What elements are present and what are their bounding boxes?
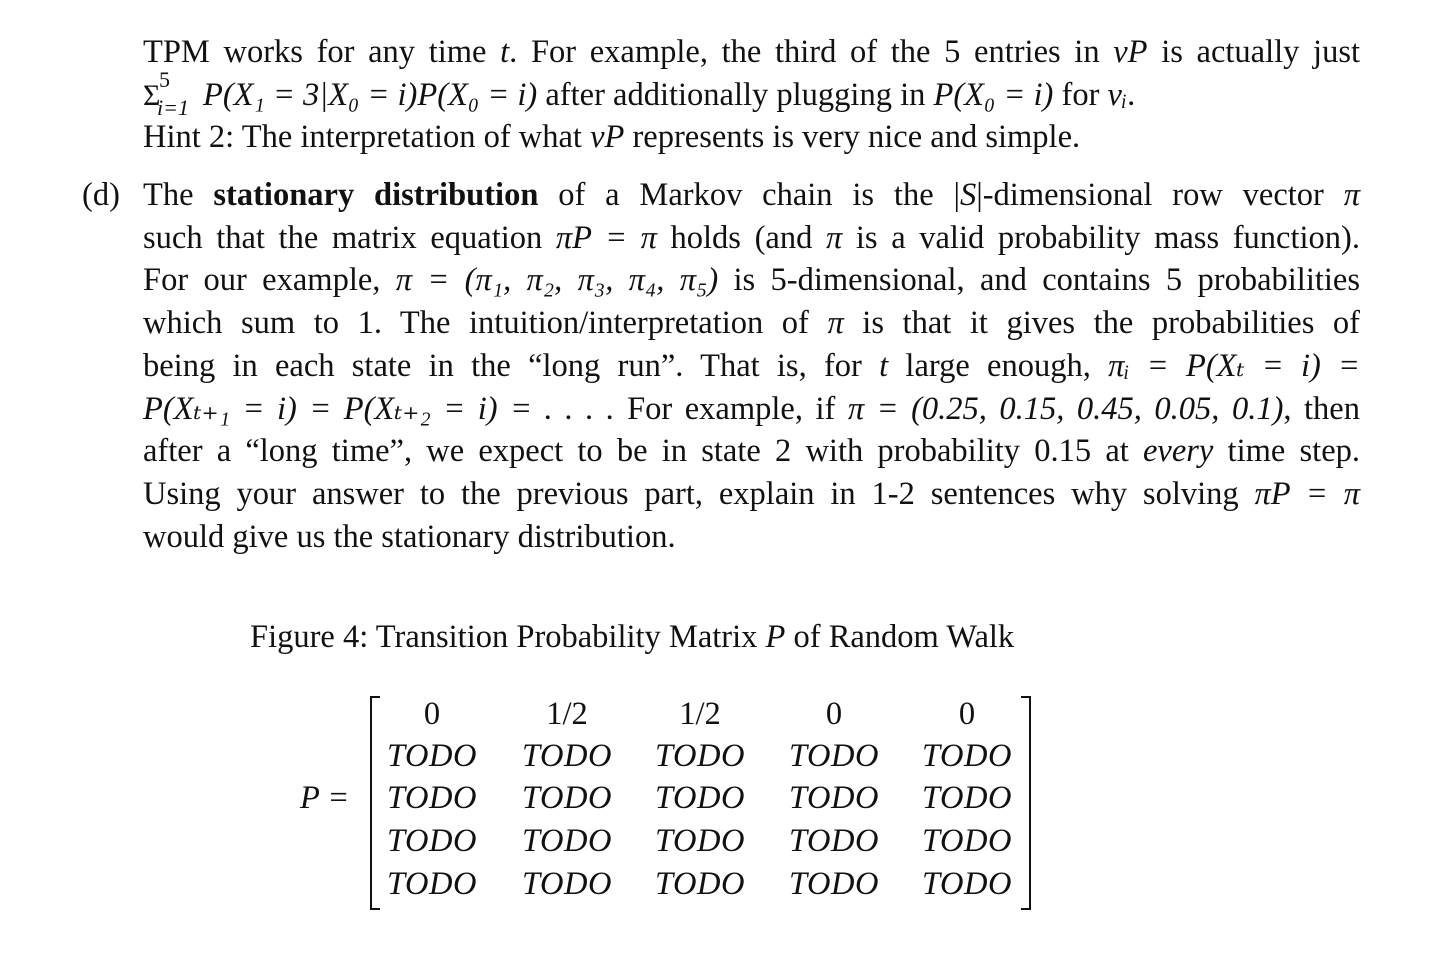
d-line-1 — [143, 175, 1360, 215]
text: for — [1053, 77, 1108, 113]
math-vP: vP — [590, 119, 625, 155]
matrix-cell-r2-c1: TODO — [387, 738, 477, 774]
text: represents is very nice and simple. — [624, 119, 1081, 155]
matrix-cell-r1-c1: 0 — [423, 696, 441, 732]
matrix-cell-r4-c2: TODO — [522, 823, 612, 859]
matrix-cell-r1-c4: 0 — [825, 696, 843, 732]
emphasis: every — [1142, 433, 1214, 469]
c-line-3-hint — [143, 117, 1080, 157]
math-equation: π = (π₁, π₂, π₃, π₄, π₅) — [395, 262, 719, 298]
math-pi: π — [827, 305, 844, 341]
math-equation: πP = π — [1254, 476, 1360, 512]
text: would give us the stationary distribution. — [143, 519, 676, 555]
text: being in each state in the “long run”. That is, for — [143, 348, 880, 384]
matrix-cell-r5-c1: TODO — [387, 866, 477, 902]
sum-lower-bound: i=1 — [157, 95, 189, 120]
matrix-lhs — [300, 778, 349, 818]
text: . For example, the third of the 5 entries in — [509, 34, 1114, 70]
math-S: S — [959, 177, 977, 213]
sum-upper-bound: 5 — [159, 67, 170, 92]
d-line-7 — [143, 431, 1360, 471]
d-line-2 — [143, 218, 1360, 258]
matrix-cell-r5-c4: TODO — [789, 866, 879, 902]
matrix-cell-r4-c4: TODO — [789, 823, 879, 859]
math-t: t — [500, 34, 510, 70]
text: , then — [1283, 391, 1360, 427]
text: Using your answer to the previous part, explain in 1-2 sentences why solving — [143, 476, 1255, 512]
d-line-6 — [143, 389, 1360, 429]
text: Hint 2: The interpretation of what — [143, 119, 591, 155]
text: TPM works for any time — [143, 34, 501, 70]
text: is 5-dimensional, and contains 5 probabilities — [718, 262, 1360, 298]
math-P: P — [765, 619, 786, 655]
matrix-cell-r3-c2: TODO — [522, 780, 612, 816]
text: For example, if — [614, 391, 848, 427]
text: such that the matrix equation — [143, 220, 556, 256]
text: The — [143, 177, 214, 213]
matrix-cell-r4-c3: TODO — [655, 823, 745, 859]
text: is actually just — [1147, 34, 1360, 70]
math-expression: P(X₁ = 3|X₀ = i)P(X₀ = i) — [203, 77, 538, 113]
matrix-cell-r1-c5: 0 — [958, 696, 976, 732]
matrix-cell-r4-c1: TODO — [387, 823, 477, 859]
text: is a valid probability mass function). — [842, 220, 1360, 256]
c-line-2 — [143, 67, 1136, 120]
c-line-1 — [143, 32, 1360, 72]
matrix-cell-r2-c4: TODO — [789, 738, 879, 774]
text: . — [1127, 77, 1136, 113]
matrix-cell-r2-c2: TODO — [522, 738, 612, 774]
matrix-cell-r1-c3: 1/2 — [679, 696, 721, 732]
text: For our example, — [143, 262, 396, 298]
math-vP: vP — [1113, 34, 1148, 70]
d-line-9 — [143, 517, 676, 557]
matrix-cell-r4-c5: TODO — [922, 823, 1012, 859]
text: large enough, — [888, 348, 1109, 384]
matrix-lhs-text: P = — [300, 780, 350, 816]
d-line-5 — [143, 346, 1360, 386]
matrix-cell-r5-c2: TODO — [522, 866, 612, 902]
math-equation: π = (0.25, 0.15, 0.45, 0.05, 0.1) — [847, 391, 1284, 427]
math-pi: π — [825, 220, 843, 256]
matrix-cell-r3-c3: TODO — [655, 780, 745, 816]
part-label-d: (d) — [82, 177, 120, 213]
text: of Random Walk — [785, 619, 1015, 655]
text: time step. — [1213, 433, 1360, 469]
matrix-cell-r5-c3: TODO — [655, 866, 745, 902]
math-equation: P(Xₜ₊₁ = i) = P(Xₜ₊₂ = i) = . . . . — [143, 391, 615, 427]
matrix-cell-r3-c4: TODO — [789, 780, 879, 816]
text: after additionally plugging in — [537, 77, 934, 113]
matrix-cell-r5-c5: TODO — [922, 866, 1012, 902]
text: holds (and — [656, 220, 826, 256]
text: |-dimensional row vector — [976, 177, 1344, 213]
matrix-cell-r2-c5: TODO — [922, 738, 1012, 774]
math-pi: π — [1343, 177, 1360, 213]
text: of a Markov chain is the | — [538, 177, 960, 213]
d-line-4 — [143, 303, 1360, 343]
d-line-3 — [143, 260, 1360, 300]
summation-operator: Σ 5 i=1 — [143, 75, 203, 116]
text: is that it gives the probabilities of — [843, 305, 1360, 341]
text: which sum to 1. The intuition/interpretation of — [143, 305, 828, 341]
math-vi: vᵢ — [1107, 77, 1128, 113]
text: Figure 4: Transition Probability Matrix — [250, 619, 766, 655]
matrix-cell-r3-c1: TODO — [387, 780, 477, 816]
math-equation: πᵢ = P(Xₜ = i) = — [1108, 348, 1360, 384]
math-equation: πP = π — [555, 220, 657, 256]
bold-term: stationary distribution — [213, 177, 539, 213]
matrix-cell-r1-c2: 1/2 — [546, 696, 588, 732]
math-t: t — [879, 348, 889, 384]
matrix-cell-r2-c3: TODO — [655, 738, 745, 774]
d-line-8 — [143, 474, 1360, 514]
matrix-cell-r3-c5: TODO — [922, 780, 1012, 816]
text: after a “long time”, we expect to be in state 2 with probability 0.15 at — [143, 433, 1143, 469]
math-expression: P(X₀ = i) — [933, 77, 1054, 113]
figure-caption — [250, 617, 1014, 657]
